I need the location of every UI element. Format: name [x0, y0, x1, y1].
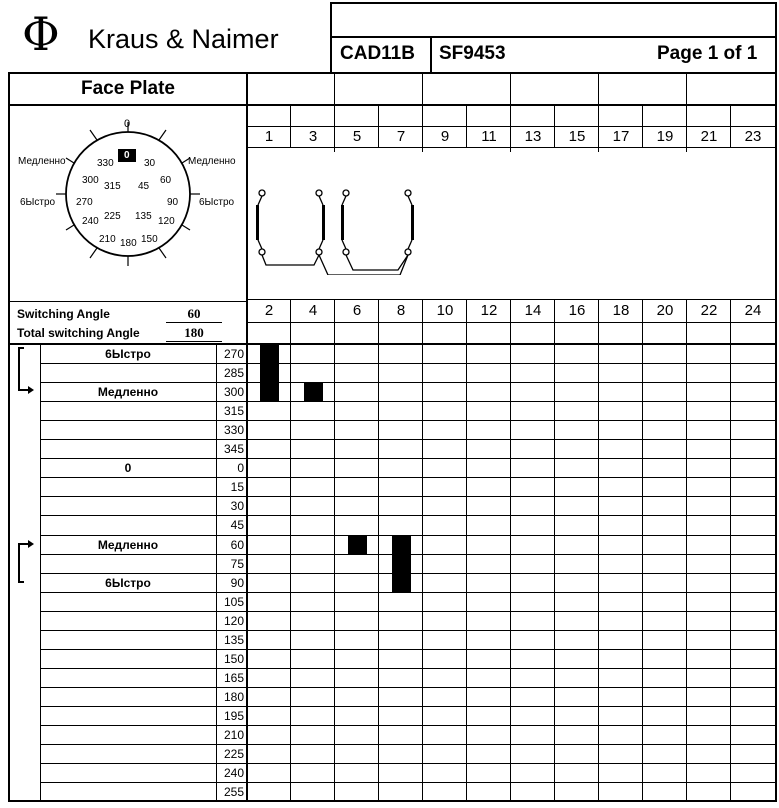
- dial-pos: 120: [158, 216, 175, 227]
- terminal-top: 23: [744, 128, 762, 145]
- dial-pos: 270: [76, 197, 93, 208]
- terminal-top: 19: [656, 128, 674, 145]
- angle-cell: 15: [230, 480, 244, 494]
- contact-closed-3-4-300: [304, 382, 323, 402]
- dial-pos: 315: [104, 181, 121, 192]
- angle-cell: 330: [223, 423, 244, 437]
- angle-cell: 30: [230, 499, 244, 513]
- dial-pos: 210: [99, 234, 116, 245]
- terminal-top: 7: [396, 128, 406, 145]
- contact-closed-1-2-300: [260, 382, 279, 402]
- angle-cell: 135: [223, 633, 244, 647]
- contact-closed-7-8-90: [392, 573, 411, 593]
- angle-cell: 195: [223, 709, 244, 723]
- terminal-top: 21: [700, 128, 718, 145]
- dial-pos: 240: [82, 216, 99, 227]
- dial-pos: 90: [167, 197, 179, 208]
- angle-cell: 180: [223, 690, 244, 704]
- terminal-bottom: 20: [656, 302, 674, 319]
- rotation-bracket-bottom: [14, 536, 38, 588]
- dial-pos: 60: [160, 175, 172, 186]
- terminal-bottom: 8: [396, 302, 406, 319]
- position-label: 6Ыстро: [105, 347, 151, 361]
- angle-cell: 105: [223, 595, 244, 609]
- page-indicator: Page 1 of 1: [657, 43, 758, 64]
- terminal-bottom: 10: [436, 302, 454, 319]
- company-name: Kraus & Naimer: [88, 24, 279, 54]
- terminal-top: 1: [264, 128, 274, 145]
- angle-cell: 285: [223, 366, 244, 380]
- terminal-bottom: 4: [308, 302, 318, 319]
- position-label: 6Ыстро: [105, 576, 151, 590]
- terminal-top: 3: [308, 128, 318, 145]
- terminal-top: 13: [524, 128, 542, 145]
- model-code: CAD11B: [340, 43, 415, 64]
- dial-pos: 180: [120, 238, 137, 249]
- angle-cell: 240: [223, 766, 244, 780]
- angle-cell: 0: [237, 461, 244, 475]
- terminal-top: 11: [481, 128, 497, 145]
- total-switching-angle-value: 180: [166, 325, 222, 342]
- total-switching-angle-label: Total switching Angle: [17, 326, 140, 340]
- terminal-bottom: 6: [352, 302, 362, 319]
- terminal-top: 5: [352, 128, 362, 145]
- angle-cell: 75: [230, 557, 244, 571]
- sheet-id: SF9453: [439, 43, 506, 64]
- terminal-top: 9: [440, 128, 450, 145]
- face-plate-title: Face Plate: [81, 78, 175, 99]
- angle-cell: 270: [223, 347, 244, 361]
- angle-cell: 165: [223, 671, 244, 685]
- dial-pos: 330: [97, 158, 114, 169]
- terminal-bottom: 22: [700, 302, 718, 319]
- position-label: Медленно: [97, 385, 159, 399]
- dial-top-label: 0: [124, 118, 131, 130]
- contact-closed-7-8-75: [392, 554, 411, 574]
- dial-pos: 225: [104, 211, 121, 222]
- angle-cell: 300: [223, 385, 244, 399]
- terminal-top: 17: [612, 128, 630, 145]
- angle-cell: 90: [230, 576, 244, 590]
- terminal-bottom: 16: [568, 302, 586, 319]
- contact-closed-1-2-285: [260, 363, 279, 383]
- terminal-bottom: 24: [744, 302, 762, 319]
- contact-schematic: [248, 185, 428, 275]
- contact-closed-5-6-60: [348, 535, 367, 555]
- dial-pos: 30: [144, 158, 156, 169]
- contact-closed-7-8-60: [392, 535, 411, 555]
- position-label: 0: [124, 461, 132, 475]
- angle-cell: 60: [230, 538, 244, 552]
- angle-cell: 225: [223, 747, 244, 761]
- angle-cell: 210: [223, 728, 244, 742]
- dial-pos: 135: [135, 211, 152, 222]
- dial-label-fast-right: 6Ыстро: [199, 197, 235, 208]
- terminal-bottom: 2: [264, 302, 274, 319]
- terminal-bottom: 18: [612, 302, 630, 319]
- dial-label-fast-left: 6Ыстро: [20, 197, 56, 208]
- rotation-bracket-top: [14, 346, 38, 398]
- contact-closed-1-2-270: [260, 344, 279, 364]
- angle-cell: 120: [223, 614, 244, 628]
- dial-pos: 45: [138, 181, 150, 192]
- logo-symbol: Φ: [22, 7, 60, 61]
- dial-pos: 150: [141, 234, 158, 245]
- angle-cell: 150: [223, 652, 244, 666]
- switching-angle-label: Switching Angle: [17, 307, 110, 321]
- terminal-bottom: 12: [480, 302, 498, 319]
- terminal-top: 15: [568, 128, 586, 145]
- dial-pointer-label: 0: [124, 150, 130, 161]
- angle-cell: 345: [223, 442, 244, 456]
- switching-angle-value: 60: [166, 306, 222, 323]
- angle-cell: 45: [230, 518, 244, 532]
- position-label: Медленно: [97, 538, 159, 552]
- angle-cell: 255: [223, 785, 244, 799]
- dial-label-slow-right: Медленно: [188, 156, 236, 167]
- angle-cell: 315: [223, 404, 244, 418]
- dial-pos: 300: [82, 175, 99, 186]
- terminal-bottom: 14: [524, 302, 542, 319]
- dial-label-slow-left: Медленно: [18, 156, 66, 167]
